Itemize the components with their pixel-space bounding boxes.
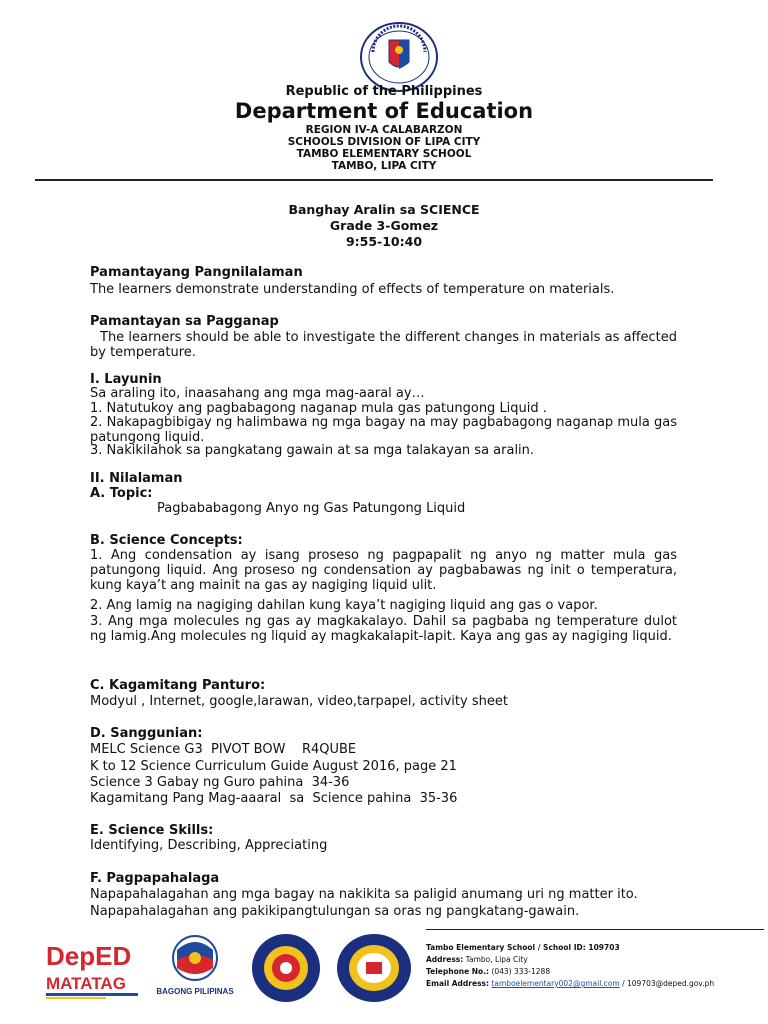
list-item: 2. Nakapagbibigay ng halimbawa ng mga bagay na may pagbabagong naganap mula gas patungong liquid. (90, 415, 677, 445)
lesson-time: 9:55-10:40 (345, 234, 423, 249)
footer-address: Address: Tambo, Lipa City (426, 955, 528, 964)
footer-school-id: Tambo Elementary School / School ID: 109703 (426, 943, 620, 952)
list-item: Sa araling ito, inaasahang ang mga mag-aaral ay… (90, 386, 425, 401)
svg-text:MATATAG: MATATAG (46, 974, 126, 993)
list-item: 1. Ang condensation ay isang proseso ng pagpapalit ng anyo ng matter mula gas patungong liquid. Ang proseso ng condensation ay pagbabawas ng init o temperatura, kung kaya’t ang mainit na gas ay nagiging liquid ulit. (90, 548, 677, 593)
section-body: Modyul , Internet, google,larawan, video,tarpapel, activity sheet (90, 694, 508, 709)
division-line: SCHOOLS DIVISION OF LIPA CITY (287, 136, 481, 148)
division-seal-icon (250, 932, 322, 1004)
bagong-pilipinas-logo (150, 930, 240, 1000)
section-heading: B. Science Concepts: (90, 533, 243, 548)
section-heading: Pamantayan sa Pagganap (90, 314, 279, 329)
list-item: MELC Science G3 PIVOT BOW R4QUBE (90, 742, 357, 757)
topic-value: Pagbababagong Anyo ng Gas Patungong Liquid (157, 501, 466, 516)
header-divider (35, 179, 713, 181)
department-name: Department of Education (234, 99, 534, 123)
deped-matatag-logo (44, 935, 144, 1003)
section-heading: E. Science Skills: (90, 823, 214, 838)
school-seal-icon (335, 932, 413, 1004)
section-body: Napapahalagahan ang pakikipangtulungan sa oras ng pangkatang-gawain. (90, 904, 580, 919)
section-heading: C. Kagamitang Panturo: (90, 678, 266, 693)
footer-telephone: Telephone No.: (043) 333-1288 (426, 967, 551, 976)
list-item: 3. Ang mga molecules ng gas ay magkakalayo. Dahil sa pagbaba ng temperature dulot ng lamig.Ang molecules ng liquid ay magkakalapit-lapit. Kaya ang gas ay nagiging liquid. (90, 614, 677, 644)
section-heading: Pamantayang Pangnilalaman (90, 265, 303, 280)
lesson-title: Banghay Aralin sa SCIENCE (288, 202, 480, 217)
section-body: Napapahalagahan ang mga bagay na nakikita sa paligid anumang uri ng matter ito. (90, 887, 638, 902)
section-heading: F. Pagpapahalaga (90, 871, 220, 886)
email-link[interactable]: tamboelementary002@gmail.com (491, 979, 620, 988)
deped-seal-icon (359, 22, 439, 92)
list-item: Science 3 Gabay ng Guro pahina 34-36 (90, 775, 350, 790)
list-item: K to 12 Science Curriculum Guide August 2016, page 21 (90, 759, 457, 774)
section-heading: I. Layunin (90, 372, 162, 387)
footer-divider (426, 929, 764, 930)
svg-text:DepED: DepED (46, 941, 132, 971)
section-heading: II. Nilalaman (90, 471, 183, 486)
list-item: Kagamitang Pang Mag-aaaral sa Science pahina 35-36 (90, 791, 458, 806)
republic-line: Republic of the Philippines (285, 84, 483, 99)
section-body: Identifying, Describing, Appreciating (90, 838, 328, 853)
section-body: The learners demonstrate understanding of effects of temperature on materials. (90, 282, 615, 297)
region-line: REGION IV-A CALABARZON (305, 124, 463, 136)
section-body: The learners should be able to investigate the different changes in materials as affected by temperature. (90, 330, 677, 360)
location-line: TAMBO, LIPA CITY (331, 160, 437, 172)
svg-text:BAGONG PILIPINAS: BAGONG PILIPINAS (156, 987, 234, 996)
section-heading: D. Sanggunian: (90, 726, 203, 741)
list-item: 3. Nakikilahok sa pangkatang gawain at sa mga talakayan sa aralin. (90, 443, 535, 458)
school-line: TAMBO ELEMENTARY SCHOOL (296, 148, 472, 160)
list-item: 2. Ang lamig na nagiging dahilan kung kaya’t nagiging liquid ang gas o vapor. (90, 598, 598, 613)
lesson-grade: Grade 3-Gomez (329, 218, 439, 233)
list-item: 1. Natutukoy ang pagbabagong naganap mula gas patungong Liquid . (90, 401, 547, 416)
footer-email: Email Address: tamboelementary002@gmail.com / 109703@deped.gov.ph (426, 979, 715, 988)
topic-label: A. Topic: (90, 486, 153, 501)
